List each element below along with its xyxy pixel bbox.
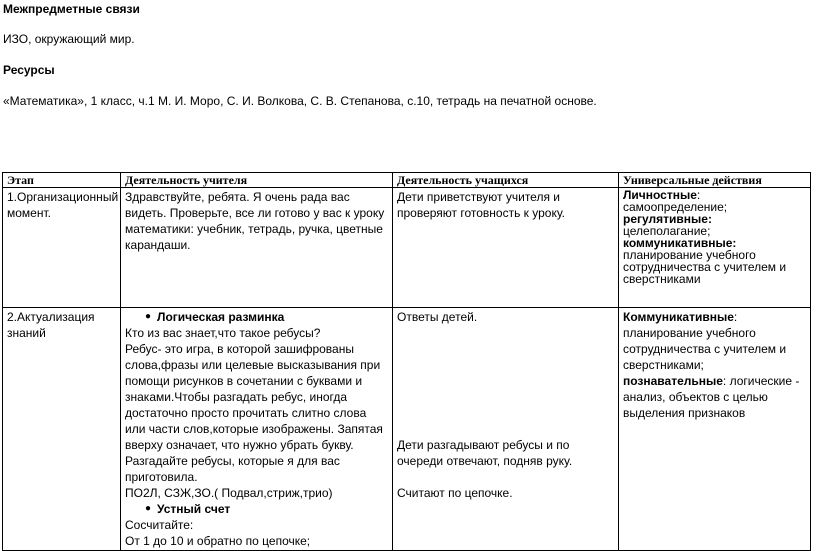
resources-title: Ресурсы bbox=[3, 63, 55, 77]
interdisciplinary-links-text: ИЗО, окружающий мир. bbox=[3, 32, 135, 46]
ud2-cognitive-label: познавательные bbox=[623, 374, 723, 388]
table-row bbox=[3, 188, 811, 308]
header-student-activity: Деятельность учащихся bbox=[393, 173, 619, 188]
list-item: ● Устный счет bbox=[145, 502, 231, 516]
resources-text: «Математика», 1 класс, ч.1 М. И. Моро, С. И. Волкова, С. В. Степанова, с.10, тетрадь на печатной основе. bbox=[3, 94, 597, 108]
bullet-logic-warmup: Логическая разминка bbox=[157, 310, 285, 324]
ud-communicative-text: планирование учебного сотрудничества с учителем и сверстниками bbox=[623, 248, 787, 286]
teacher-count-task: От 1 до 10 и обратно по цепочке; bbox=[125, 534, 311, 548]
ud2-communicative-text: : планирование учебного сотрудничества с учителем и сверстниками; bbox=[623, 310, 787, 372]
teacher-count-prompt: Сосчитайте: bbox=[125, 518, 194, 532]
ud2-cognitive-text: : логические - анализ, объектов с целью выделения признаков bbox=[623, 374, 800, 420]
header-universal-actions: Универсальные действия bbox=[619, 173, 811, 188]
ud-communicative-label: коммуникативные: bbox=[623, 236, 737, 250]
header-teacher-activity: Деятельность учителя bbox=[121, 173, 393, 188]
students-answers: Ответы детей. bbox=[397, 310, 478, 324]
teacher-rebus-explanation: Ребус- это игра, в которой зашифрованы слова,фразы или целевые высказывания при помощи рисунков в сочетании с буквами и знаками.Чтобы разгадать ребус, иногда достаточно просто прочитать слитно слова или части слов,которые изображены. Запятая вверху означает, что нужно убрать букву. bbox=[125, 342, 383, 452]
row1-stage: 1.Организационный момент. bbox=[3, 188, 121, 308]
row2-stage: 2.Актуализация знаний bbox=[3, 308, 121, 551]
interdisciplinary-links-title: Межпредметные связи bbox=[3, 2, 140, 16]
row1-students: Дети приветствуют учителя и проверяют готовность к уроку. bbox=[393, 188, 619, 308]
list-item: ● Логическая разминка bbox=[145, 310, 285, 324]
students-rebus: Дети разгадывают ребусы и по очереди отвечают, подняв руку. bbox=[397, 438, 573, 468]
row2-teacher bbox=[121, 308, 393, 551]
row1-universal-actions: Личностные: самоопределение; регулятивные: целеполагание; коммуникативные: планирование учебного сотрудничества с учителем и сверстниками bbox=[619, 188, 811, 308]
row1-teacher: Здравствуйте, ребята. Я очень рада вас видеть. Проверьте, все ли готово у вас к уроку математики: учебник, тетрадь, ручка, цветные карандаши. bbox=[121, 188, 393, 308]
lesson-plan-table bbox=[2, 172, 811, 551]
ud-regulative-label: регулятивные: bbox=[623, 212, 712, 226]
header-stage: Этап bbox=[3, 173, 121, 188]
teacher-rebus-task: Разгадайте ребусы, которые я для вас приготовила. bbox=[125, 454, 340, 484]
teacher-question: Кто из вас знает,что такое ребусы? bbox=[125, 326, 321, 340]
table-row bbox=[3, 308, 811, 551]
students-count: Считают по цепочке. bbox=[397, 486, 513, 500]
row2-students bbox=[393, 308, 619, 551]
ud-personal-label: Личностные bbox=[623, 188, 697, 202]
teacher-rebus-answers: ПО2Л, СЗЖ,ЗО.( Подвал,стриж,трио) bbox=[125, 486, 333, 500]
ud-regulative-text: целеполагание; bbox=[623, 224, 711, 238]
table-header-row bbox=[3, 173, 811, 188]
row2-universal-actions bbox=[619, 308, 811, 551]
ud2-communicative-label: Коммуникативные bbox=[623, 310, 734, 324]
bullet-oral-count: Устный счет bbox=[157, 502, 231, 516]
ud-personal-text: самоопределение; bbox=[623, 200, 728, 214]
